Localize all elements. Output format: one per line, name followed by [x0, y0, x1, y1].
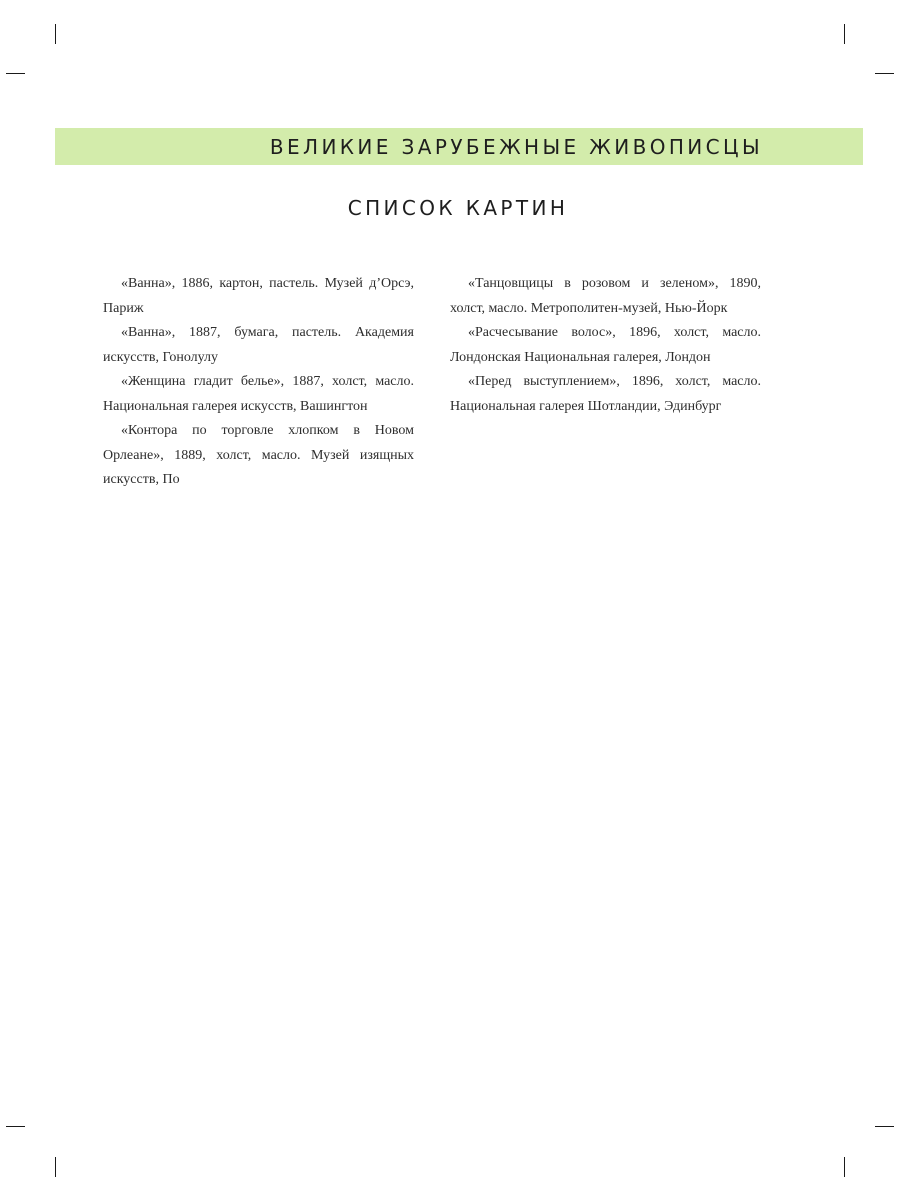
crop-mark-top-right-horizontal [875, 73, 894, 74]
painting-entry: «Расчесывание волос», 1896, холст, масло. Лондонская Национальная галерея, Лондон [450, 325, 761, 365]
running-header-band [55, 128, 863, 165]
painting-entry: «Ванна», 1887, бумага, пастель. Академия искусств, Гонолулу [103, 325, 414, 365]
painting-entry: «Перед выступлением», 1896, холст, масло. Национальная галерея Шотландии, Эдинбург [450, 374, 761, 414]
crop-mark-bottom-left-horizontal [6, 1126, 25, 1127]
painting-entry: «Ванна», 1886, картон, пастель. Музей д’Орсэ, Париж [103, 276, 414, 316]
crop-mark-bottom-right-horizontal [875, 1126, 894, 1127]
crop-mark-top-left-vertical [55, 24, 56, 44]
crop-mark-bottom-left-vertical [55, 1157, 56, 1177]
running-header-title: ВЕЛИКИЕ ЗАРУБЕЖНЫЕ ЖИВОПИСЦЫ [269, 135, 763, 159]
crop-mark-bottom-right-vertical [844, 1157, 845, 1177]
text-column-left [103, 272, 414, 493]
crop-mark-top-left-horizontal [6, 73, 25, 74]
section-title: СПИСОК КАРТИН [347, 196, 569, 220]
painting-entry: «Танцовщицы в розовом и зеленом», 1890, холст, масло. Метрополитен-музей, Нью-Йорк [450, 276, 761, 316]
painting-entry: «Женщина гладит белье», 1887, холст, масло. Национальная галерея искусств, Вашингтон [103, 374, 414, 414]
text-column-right [450, 272, 761, 419]
painting-entry: «Контора по торговле хлопком в Новом Орлеане», 1889, холст, масло. Музей изящных искусств, По [103, 423, 414, 487]
crop-mark-top-right-vertical [844, 24, 845, 44]
